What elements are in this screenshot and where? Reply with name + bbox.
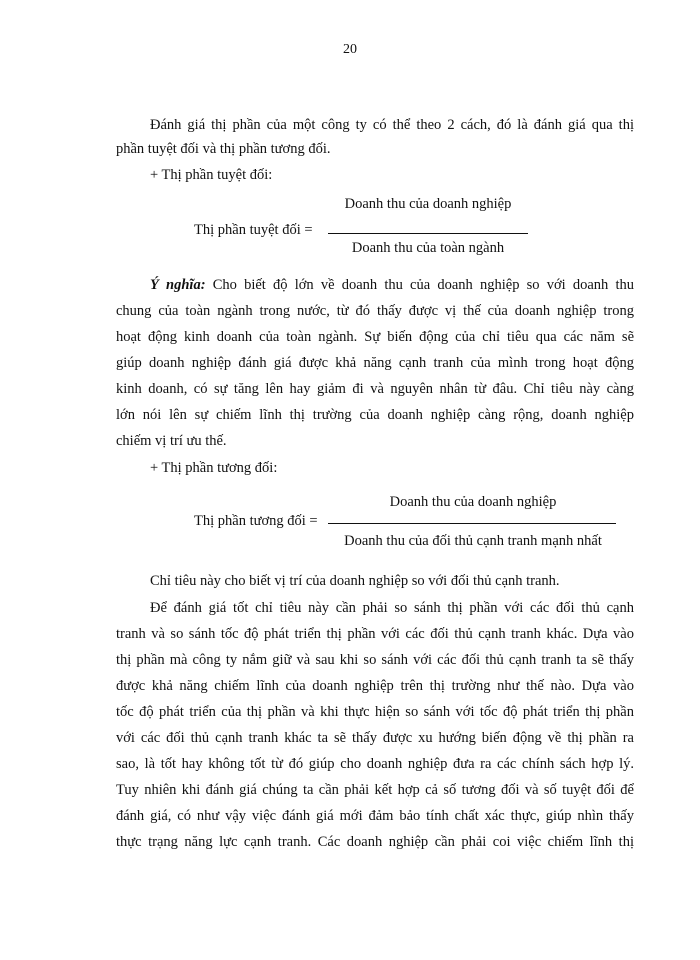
meaning-text: Cho biết độ lớn về doanh thu của doanh nghiệp so với doanh thu [212,277,634,293]
meaning-line: kinh doanh, có sự tăng lên hay giảm đi và nguyên nhân từ đâu. Chỉ tiêu này càng [116,381,634,397]
meaning-line: hoạt động kinh doanh của toàn ngành. Sự biến động của chỉ tiêu qua các năm sẽ [116,329,634,345]
meaning-line: lớn nói lên sự chiếm lĩnh thị trường của doanh nghiệp càng rộng, doanh nghiệp [116,407,634,423]
absolute-share-heading: + Thị phần tuyệt đối: [150,167,273,183]
fraction-bar [328,523,616,524]
formula-denominator: Doanh thu của toàn ngành [351,240,505,256]
formula-denominator: Doanh thu của đối thủ cạnh tranh mạnh nhất [344,533,602,549]
relative-note: Chỉ tiêu này cho biết vị trí của doanh nghiệp so với đối thủ cạnh tranh. [150,573,560,589]
intro-line-1: Đánh giá thị phần của một công ty có thể theo 2 cách, đó là đánh giá qua thị [150,117,634,133]
absolute-share-formula [0,196,700,266]
evaluation-line-1: Để đánh giá tốt chỉ tiêu này cần phải so sánh thị phần với các đối thủ cạnh [150,600,634,616]
evaluation-line: với các đối thủ cạnh tranh khác ta sẽ thấy được xu hướng biến động về thị phần ra [116,730,634,746]
evaluation-line: Tuy nhiên khi đánh giá chúng ta cần phải kết hợp cả số tương đối và số tuyệt đối để [116,782,634,798]
meaning-line: giúp doanh nghiệp đánh giá được khả năng cạnh tranh của mình trong hoạt động [116,355,634,371]
evaluation-line: sao, là tốt hay không tốt từ đó giúp cho doanh nghiệp đưa ra các chính sách hợp lý. [116,756,634,772]
meaning-label: Ý nghĩa: [150,277,206,293]
meaning-line: chung của toàn ngành trong nước, từ đó thấy được vị thế của doanh nghiệp trong [116,303,634,319]
intro-line-2: phần tuyệt đối và thị phần tương đối. [116,141,331,157]
fraction-bar [328,233,528,234]
evaluation-line: được khả năng chiếm lĩnh của doanh nghiệp trên thị trường như thế nào. Dựa vào [116,678,634,694]
evaluation-line: thực trạng năng lực cạnh tranh. Các doanh nghiệp cần phải coi việc chiếm lĩnh thị [116,834,634,850]
evaluation-line: tranh và so sánh tốc độ phát triển thị phần với các đối thủ cạnh tranh khác. Dựa vào [116,626,634,642]
evaluation-line: tốc độ phát triển của thị phần và khi thực hiện so sánh với tốc độ phát triển thị phần [116,704,634,720]
formula-lhs: Thị phần tương đối = [194,513,318,529]
relative-share-formula [0,494,700,564]
formula-numerator: Doanh thu của doanh nghiệp [389,494,557,510]
formula-numerator: Doanh thu của doanh nghiệp [344,196,512,212]
evaluation-line: đánh giá, có như vậy việc đánh giá mới đảm bảo tính chất xác thực, giúp nhìn thấy [116,808,634,824]
meaning-line-last: chiếm vị trí ưu thế. [116,433,227,449]
evaluation-line: thị phần mà công ty nắm giữ và sau khi so sánh với các đối thủ cạnh tranh ta sẽ thấy [116,652,634,668]
page-number: 20 [343,42,357,57]
meaning-line-1 [150,273,634,297]
relative-share-heading: + Thị phần tương đối: [150,460,278,476]
formula-lhs: Thị phần tuyệt đối = [194,222,313,238]
